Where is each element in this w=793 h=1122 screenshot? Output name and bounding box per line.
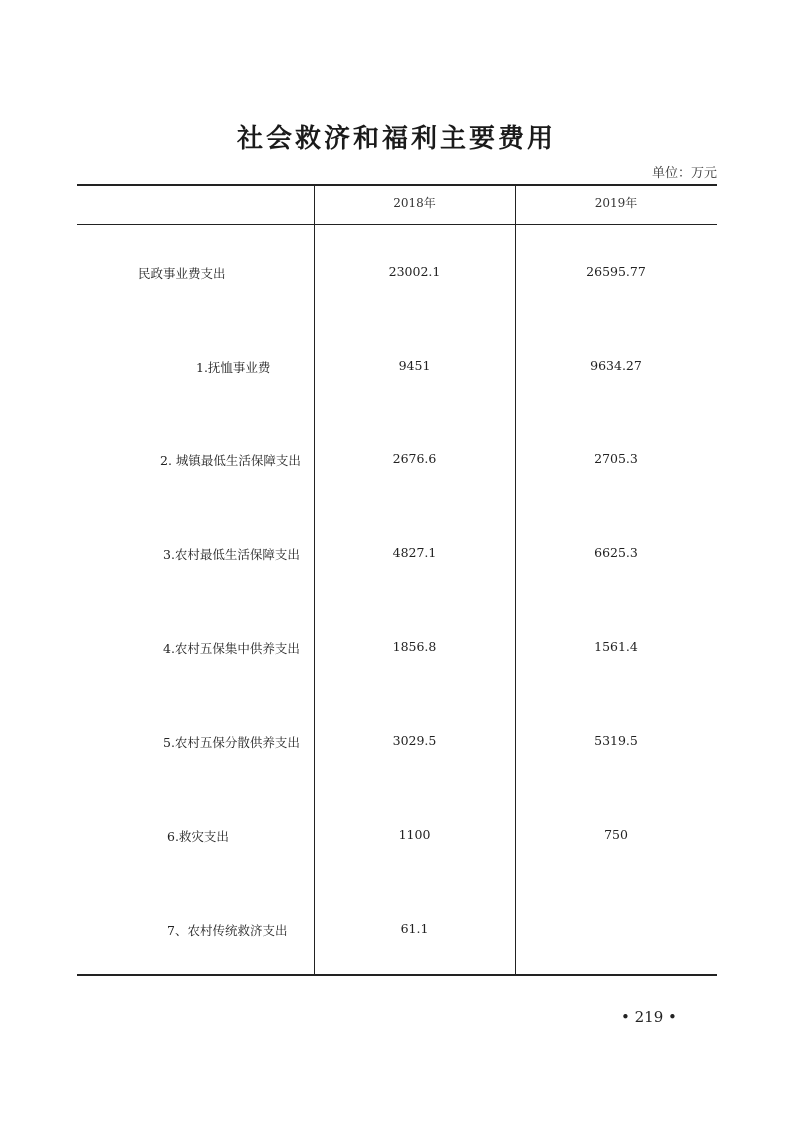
value-2018: 1100 bbox=[398, 827, 431, 842]
row-label: 4.农村五保集中供养支出 bbox=[163, 641, 300, 656]
row-label: 1.抚恤事业费 bbox=[196, 360, 271, 375]
table-row bbox=[77, 639, 717, 659]
value-2019: 1561.4 bbox=[594, 639, 638, 654]
value-2018: 9451 bbox=[398, 358, 431, 373]
table-top-rule bbox=[77, 184, 717, 186]
unit-label: 单位：万元 bbox=[651, 166, 717, 181]
column-divider-1 bbox=[314, 184, 315, 976]
table-row bbox=[77, 451, 717, 471]
table-header-rule bbox=[77, 224, 717, 225]
table-bottom-rule bbox=[77, 974, 717, 976]
value-2018: 1856.8 bbox=[392, 639, 437, 654]
row-label: 7、农村传统救济支出 bbox=[167, 923, 288, 938]
table-row bbox=[77, 264, 717, 284]
table-row bbox=[77, 733, 717, 753]
value-2018: 2676.6 bbox=[392, 451, 437, 466]
table-row bbox=[77, 545, 717, 565]
value-2018: 3029.5 bbox=[392, 733, 437, 748]
row-label: 3.农村最低生活保障支出 bbox=[163, 547, 300, 562]
row-label: 2. 城镇最低生活保障支出 bbox=[160, 453, 301, 468]
column-divider-2 bbox=[515, 184, 516, 976]
row-label: 民政事业费支出 bbox=[138, 266, 226, 281]
value-2019: 9634.27 bbox=[590, 358, 642, 373]
value-2018: 61.1 bbox=[400, 921, 429, 936]
value-2018: 23002.1 bbox=[388, 264, 441, 279]
value-2019: 26595.77 bbox=[586, 264, 646, 279]
table-row bbox=[77, 827, 717, 847]
table-row bbox=[77, 358, 717, 378]
value-2019: 5319.5 bbox=[594, 733, 638, 748]
table-row bbox=[77, 921, 717, 941]
column-header-2018: 2018年 bbox=[393, 196, 436, 210]
row-label: 6.救灾支出 bbox=[167, 829, 229, 844]
value-2019: 2705.3 bbox=[594, 451, 638, 466]
value-2019: 6625.3 bbox=[594, 545, 638, 560]
page-title: 社会救济和福利主要费用 bbox=[236, 124, 556, 154]
value-2019: 750 bbox=[604, 827, 628, 842]
value-2018: 4827.1 bbox=[392, 545, 437, 560]
column-header-2019: 2019年 bbox=[594, 196, 638, 210]
page-number: • 219 • bbox=[621, 1008, 677, 1026]
expense-table bbox=[77, 184, 717, 976]
row-label: 5.农村五保分散供养支出 bbox=[163, 735, 300, 750]
